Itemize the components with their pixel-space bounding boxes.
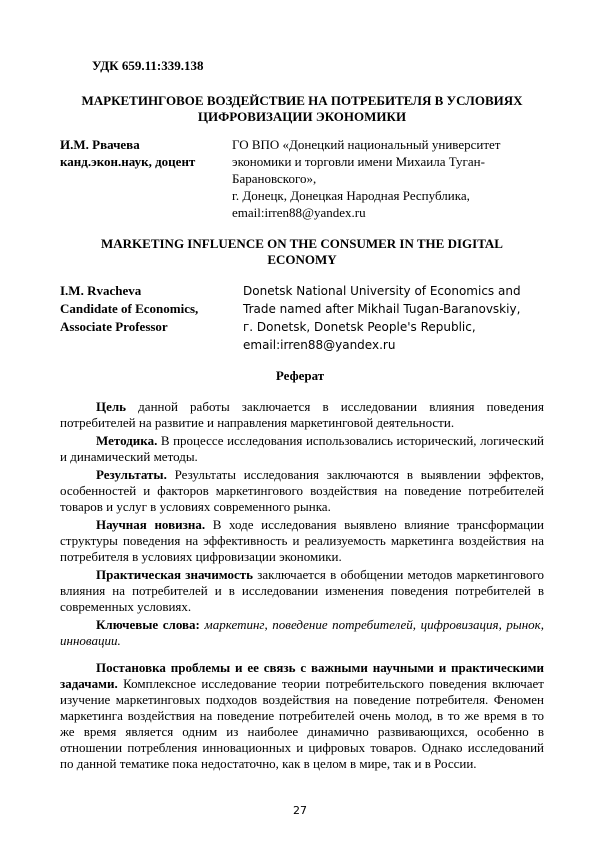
author-name: I.M. Rvacheva (60, 283, 142, 298)
novelty-text: В ходе исследования выявлено влияние трансформации структуры поведения на эффективность и реализуемость маркетинга воздействия на потребителя в условиях цифровизации экономики. (60, 517, 545, 564)
abstract-goal (60, 399, 544, 431)
email-link[interactable]: email:irren88@yandex.ru (243, 338, 396, 352)
affiliation-line: Барановского», (232, 171, 317, 186)
author-en-affiliation (243, 282, 543, 354)
title-en-line: ECONOMY (267, 252, 337, 267)
title-ru (60, 93, 544, 125)
abstract-heading: Реферат (275, 368, 325, 383)
author-en-info (60, 282, 230, 336)
abstract-body (60, 399, 544, 649)
udk-code: УДК 659.11:339.138 (92, 58, 204, 73)
affiliation-line: ГО ВПО «Донецкий национальный университет (232, 137, 501, 152)
goal-label: Цель (96, 399, 127, 414)
email-link[interactable]: email:irren88@yandex.ru (232, 205, 366, 220)
practical-text: заключается в обобщении методов маркетингового влияния на потребителей и в исследовании изменения поведения потребителей в современных условиях. (60, 567, 545, 614)
intro-paragraph (60, 660, 544, 772)
author-block-ru (60, 136, 544, 222)
intro-section (60, 660, 544, 772)
method-text: В процессе исследования использовались исторический, логический и динамический методы. (60, 433, 544, 464)
author-block-en (60, 282, 544, 356)
intro-label: Постановка проблемы и ее связь с важными научными и практическими задачами. (60, 660, 544, 691)
practical-label: Практическая значимость (96, 567, 254, 582)
affiliation-line: г. Donetsk, Donetsk People's Republic, (243, 320, 476, 334)
keywords-text: маркетинг, поведение потребителей, цифровизация, рынок, инновации. (60, 617, 544, 648)
title-ru-line: ЦИФРОВИЗАЦИИ ЭКОНОМИКИ (197, 109, 407, 124)
affiliation-line: экономики и торговли имени Михаила Туган- (232, 154, 485, 169)
title-en (60, 236, 544, 268)
abstract-results (60, 467, 544, 515)
author-ru-info (60, 136, 230, 170)
author-degree: Associate Professor (60, 319, 168, 334)
keywords-label: Ключевые слова: (96, 617, 200, 632)
author-degree: Candidate of Economics, (60, 301, 199, 316)
author-name: И.М. Рвачева (60, 137, 140, 152)
results-text: Результаты исследования заключаются в выявлении эффектов, особенностей и факторов маркетингового воздействия на поведение потребителей товаров и услуг в условиях современного рынка. (60, 467, 544, 514)
abstract-keywords (60, 617, 544, 649)
affiliation-line: г. Донецк, Донецкая Народная Республика, (232, 188, 470, 203)
author-ru-affiliation (232, 136, 532, 221)
author-degree: канд.экон.наук, доцент (60, 154, 196, 169)
intro-text: Комплексное исследование теории потребительского поведения включает изучение маркетинговых подходов воздействия на поведение потребителя. Феномен маркетинга воздействия на поведение потребителей очень молод, в то же время в то же время является одним из наиболее динамично развивающихся, особенно в отношении потребления инновационных и цифровых товаров. Однако исследований по данной тематике пока недостаточно, как в целом в мире, так и в России. (60, 676, 544, 771)
affiliation-line: Donetsk National University of Economics and (243, 284, 521, 298)
results-label: Результаты. (96, 467, 167, 482)
abstract-practical (60, 567, 544, 615)
title-en-line: MARKETING INFLUENCE ON THE CONSUMER IN THE DIGITAL (101, 236, 503, 251)
goal-text: данной работы заключается в исследовании влияния поведения потребителей на развитие и направления маркетинговой деятельности. (60, 399, 544, 430)
affiliation-line: Trade named after Mikhail Tugan-Baranovskiy, (243, 302, 521, 316)
abstract-method (60, 433, 544, 465)
novelty-label: Научная новизна. (96, 517, 206, 532)
title-ru-line: МАРКЕТИНГОВОЕ ВОЗДЕЙСТВИЕ НА ПОТРЕБИТЕЛЯ В УСЛОВИЯХ (81, 93, 523, 108)
page-number: 27 (293, 804, 307, 817)
method-label: Методика. (96, 433, 158, 448)
abstract-novelty (60, 517, 544, 565)
